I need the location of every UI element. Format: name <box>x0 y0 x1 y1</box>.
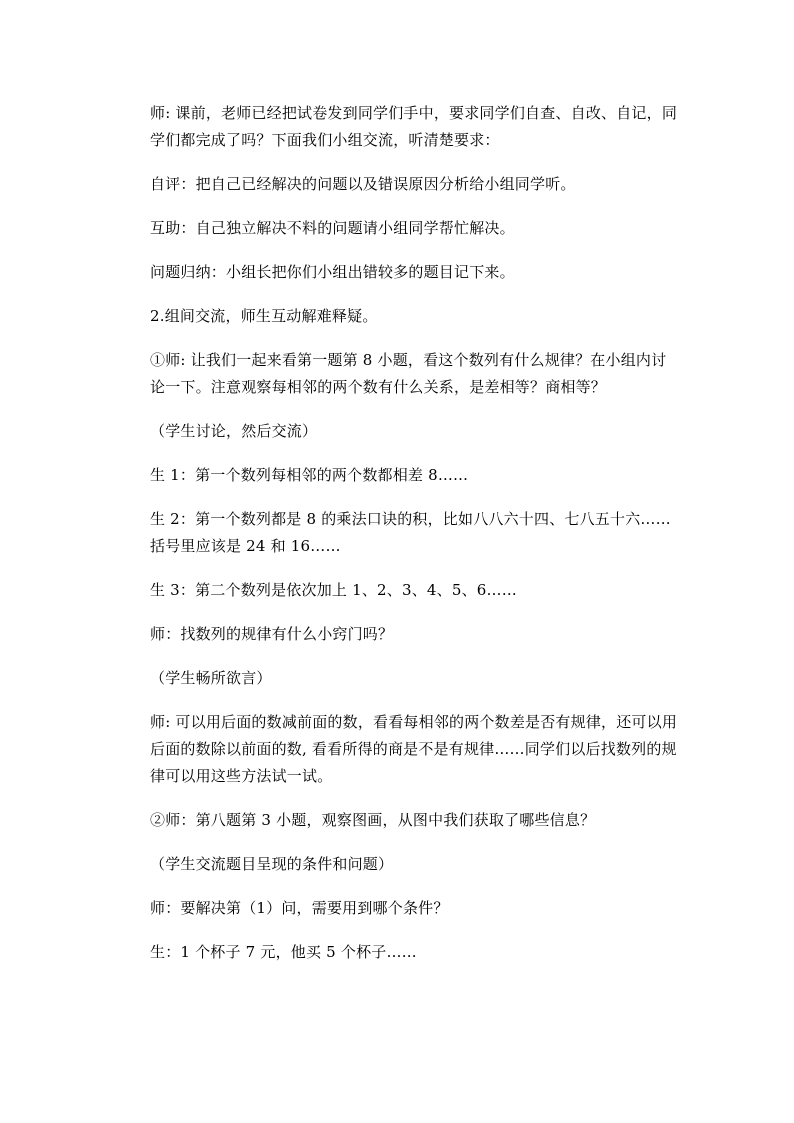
paragraph-student-2: 生 2：第一个数列都是 8 的乘法口诀的积，比如八八六十四、七八五十六……括号里应该是 24 和 16…… <box>150 510 671 555</box>
document-body <box>150 100 680 983</box>
paragraph-mutual-help: 互助：自己独立解决不料的问题请小组同学帮忙解决。 <box>150 219 515 237</box>
paragraph-student-1: 生 1：第一个数列每相邻的两个数都相差 8…… <box>150 466 469 484</box>
paragraph-teacher-intro: 师: 课前，老师已经把试卷发到同学们手中，要求同学们自查、自改、自记，同学们都完成了吗？下面我们小组交流，听清楚要求： <box>150 104 678 149</box>
paragraph-student-answer: 生：1 个杯子 7 元，他买 5 个杯子…… <box>150 943 417 961</box>
paragraph-group-exchange: 2.组间交流，师生互动解难释疑。 <box>150 307 378 325</box>
paragraph-teacher-condition: 师：要解决第（1）问，需要用到哪个条件？ <box>150 899 449 917</box>
paragraph-problem-summary: 问题归纳：小组长把你们小组出错较多的题目记下来。 <box>150 263 515 281</box>
paragraph-teacher-question-2: ②师：第八题第 3 小题，观察图画，从图中我们获取了哪些信息？ <box>150 811 596 829</box>
paragraph-teacher-tips-question: 师：找数列的规律有什么小窍门吗？ <box>150 625 394 643</box>
paragraph-student-discussion: （学生讨论，然后交流） <box>150 422 318 440</box>
paragraph-students-speak: （学生畅所欲言） <box>150 669 272 687</box>
paragraph-teacher-method: 师: 可以用后面的数减前面的数，看看每相邻的两个数差是否有规律，还可以用后面的数除以前面的数, 看看所得的商是不是有规律……同学们以后找数列的规律可以用这些方法试一试。 <box>150 713 678 785</box>
paragraph-self-evaluation: 自评：把自己已经解决的问题以及错误原因分析给小组同学听。 <box>150 175 576 193</box>
paragraph-student-3: 生 3：第二个数列是依次加上 1、2、3、4、5、6…… <box>150 581 517 599</box>
paragraph-teacher-question-1: ①师: 让我们一起来看第一题第 8 小题，看这个数列有什么规律？在小组内讨论一下。注意观察每相邻的两个数有什么关系，是差相等？商相等？ <box>150 351 667 396</box>
paragraph-student-exchange: （学生交流题目呈现的条件和问题） <box>150 855 394 873</box>
